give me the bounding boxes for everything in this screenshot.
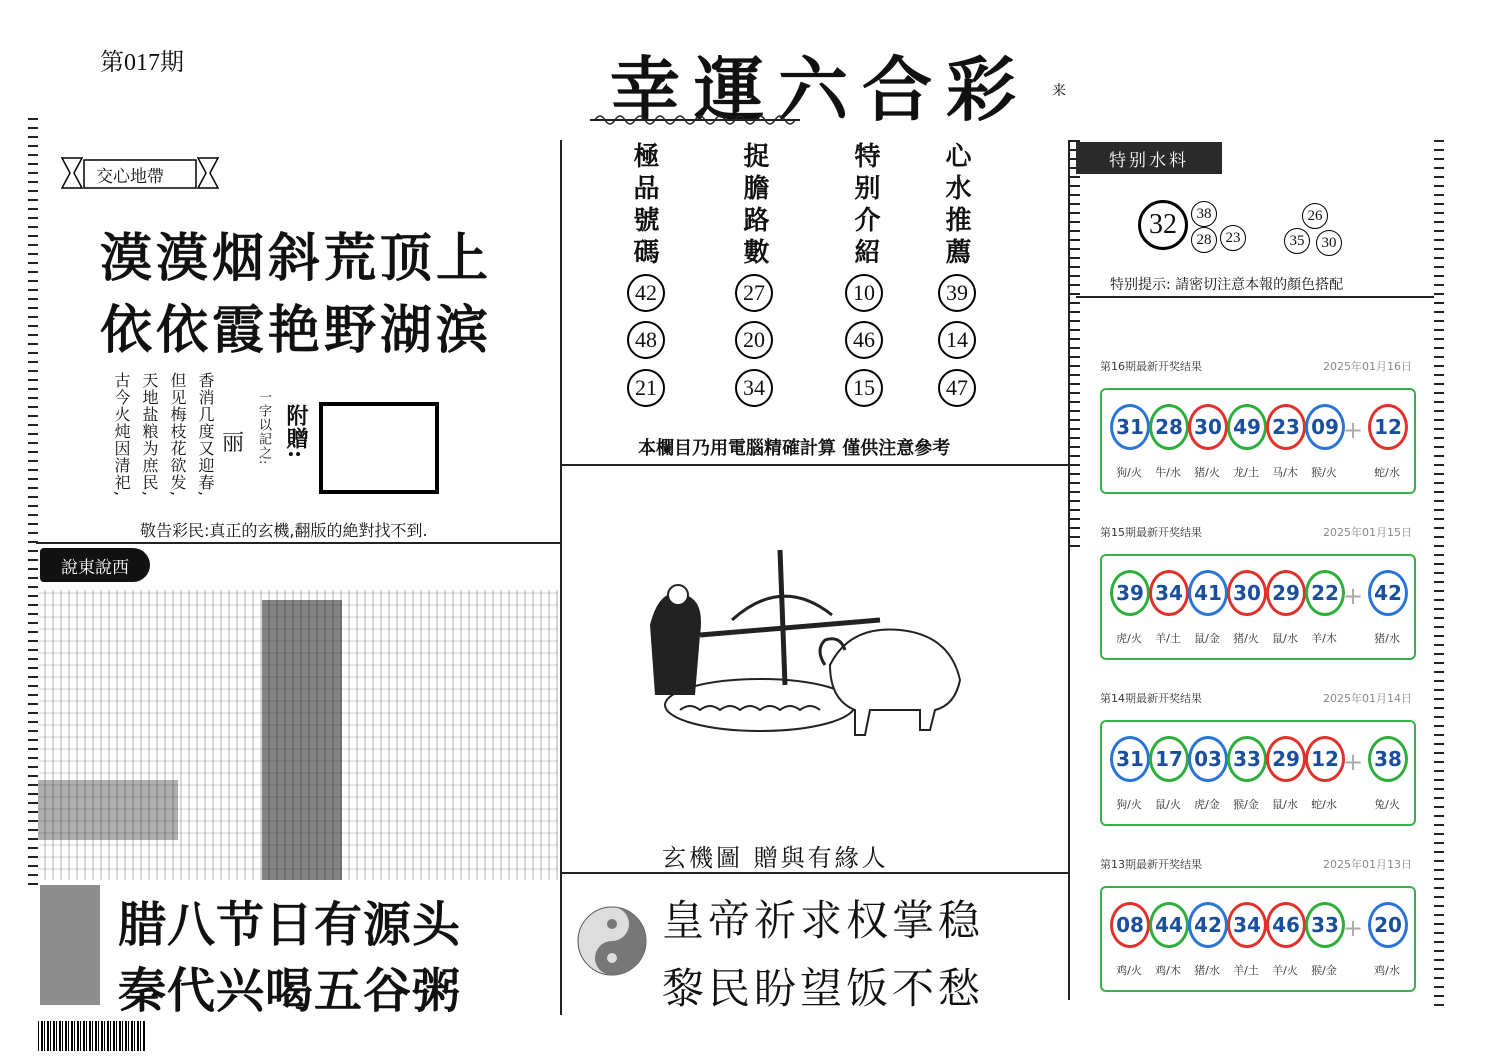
draw-ball: 12: [1305, 736, 1345, 782]
draw-box: [1100, 886, 1416, 992]
recommend-number: 20: [735, 321, 773, 359]
draw-zodiac: 龙/土: [1233, 466, 1259, 479]
draw-date: 2025年01月14日: [1323, 692, 1412, 705]
recommend-number: 48: [627, 321, 665, 359]
special-tag: 特别水料: [1076, 142, 1222, 174]
draw-ball: 34: [1149, 570, 1189, 616]
draw-date: 2025年01月15日: [1323, 526, 1412, 539]
special-number: 28: [1191, 227, 1217, 253]
draw-zodiac: 猴/火: [1311, 466, 1337, 479]
plus-icon: +: [1343, 748, 1364, 776]
verse-col: 但见梅枝花欲发,: [168, 372, 187, 498]
mid-right-border: [1070, 140, 1080, 550]
recommend-number: 10: [845, 274, 883, 312]
mystery-caption: 玄機圖 贈與有緣人: [662, 844, 889, 872]
barcode: [38, 1021, 146, 1051]
special-number: 30: [1316, 230, 1342, 256]
verse-col: 香消几度又迎春,: [196, 372, 215, 498]
title-mark: 来: [1052, 83, 1066, 99]
plus-icon: +: [1343, 582, 1364, 610]
draw-ball: 03: [1188, 736, 1228, 782]
blurred-article-dark: [40, 885, 100, 1005]
draw-ball: 22: [1305, 570, 1345, 616]
heart-zone-tag: 交心地帶: [96, 167, 164, 187]
draw-zodiac: 羊/木: [1311, 632, 1337, 645]
recommend-number: 39: [938, 274, 976, 312]
hint-char: 丽: [222, 431, 245, 456]
draw-title: 第13期最新开奖结果: [1100, 858, 1202, 871]
recommend-number: 46: [845, 321, 883, 359]
draw-zodiac: 羊/土: [1233, 964, 1259, 977]
plus-icon: +: [1343, 914, 1364, 942]
draw-box: [1100, 554, 1416, 660]
verse-col: 古今火炖因清祀,: [112, 372, 131, 498]
draw-ball: 31: [1110, 404, 1150, 450]
recommend-number: 42: [627, 274, 665, 312]
draw-ball: 33: [1227, 736, 1267, 782]
draw-special-ball: 12: [1368, 404, 1408, 450]
recommend-number: 27: [735, 274, 773, 312]
draw-zodiac: 马/木: [1272, 466, 1298, 479]
recommend-number: 14: [938, 321, 976, 359]
draw-ball: 41: [1188, 570, 1228, 616]
special-number: 35: [1284, 228, 1310, 254]
draw-zodiac: 猪/火: [1194, 466, 1220, 479]
draw-header: [1100, 856, 1412, 876]
special-main-number: 32: [1138, 200, 1188, 250]
draw-zodiac: 牛/水: [1155, 466, 1181, 479]
draw-special-zodiac: 兔/火: [1374, 798, 1400, 811]
left-border: [28, 118, 38, 888]
draw-zodiac: 猪/火: [1233, 632, 1259, 645]
recommend-footnote: 本欄目乃用電腦精確計算 僅供注意參考: [638, 438, 951, 459]
draw-zodiac: 猴/金: [1233, 798, 1259, 811]
draw-ball: 42: [1188, 902, 1228, 948]
draw-zodiac: 鼠/金: [1194, 632, 1220, 645]
draw-header: [1100, 358, 1412, 378]
draw-special-ball: 38: [1368, 736, 1408, 782]
hint-label: 一字以記之:: [256, 390, 271, 466]
draw-result-panel: [1090, 358, 1420, 518]
divider: [1068, 140, 1070, 1000]
draw-special-zodiac: 蛇/水: [1374, 466, 1400, 479]
draw-zodiac: 虎/火: [1116, 632, 1142, 645]
draw-zodiac: 蛇/水: [1311, 798, 1337, 811]
gift-label: 附贈:: [283, 404, 309, 460]
draw-ball: 29: [1266, 570, 1306, 616]
draw-zodiac: 狗/火: [1116, 798, 1142, 811]
mystery-poem-line-1: 皇帝祈求权掌稳: [662, 896, 985, 945]
blurred-article-dark: [262, 600, 342, 880]
draw-zodiac: 鸡/火: [1116, 964, 1142, 977]
verse-col: 天地盐粮为庶民,: [140, 372, 159, 498]
draw-zodiac: 虎/金: [1194, 798, 1220, 811]
draw-ball: 39: [1110, 570, 1150, 616]
draw-zodiac: 狗/火: [1116, 466, 1142, 479]
divider: [560, 464, 1070, 466]
mystery-poem-line-2: 黎民盼望饭不愁: [662, 964, 985, 1013]
poem-line-1: 漠漠烟斜荒顶上: [100, 228, 493, 289]
draw-ball: 31: [1110, 736, 1150, 782]
draw-ball: 30: [1227, 570, 1267, 616]
draw-special-ball: 20: [1368, 902, 1408, 948]
special-number: 23: [1220, 225, 1246, 251]
issue-number: 第017期: [100, 50, 184, 76]
draw-ball: 29: [1266, 736, 1306, 782]
blurred-article-dark: [38, 780, 178, 840]
draw-ball: 34: [1227, 902, 1267, 948]
right-border: [1434, 140, 1444, 1010]
recommend-col-head: 特别介紹: [850, 142, 880, 270]
gift-box: [319, 402, 439, 494]
special-number: 38: [1191, 201, 1217, 227]
draw-zodiac: 鼠/火: [1155, 798, 1181, 811]
draw-header: [1100, 524, 1412, 544]
say-east-west-tag: 說東說西: [40, 548, 150, 582]
draw-date: 2025年01月16日: [1323, 360, 1412, 373]
draw-zodiac: 鸡/木: [1155, 964, 1181, 977]
draw-zodiac: 猪/水: [1194, 964, 1220, 977]
notice-text: 敬告彩民:真正的玄機,翻版的絶對找不到.: [140, 521, 428, 540]
draw-title: 第15期最新开奖结果: [1100, 526, 1202, 539]
recommend-col-head: 捉膽路數: [739, 142, 769, 270]
bottom-poem-line-1: 腊八节日有源头: [118, 897, 462, 953]
draw-title: 第16期最新开奖结果: [1100, 360, 1202, 373]
draw-zodiac: 猴/金: [1311, 964, 1337, 977]
draw-special-zodiac: 鸡/水: [1374, 964, 1400, 977]
plus-icon: +: [1343, 416, 1364, 444]
draw-header: [1100, 690, 1412, 710]
draw-box: [1100, 388, 1416, 494]
draw-ball: 33: [1305, 902, 1345, 948]
recommend-col-head: 極品號碼: [629, 142, 659, 270]
draw-ball: 09: [1305, 404, 1345, 450]
poem-line-2: 依依霞艳野湖滨: [100, 300, 493, 361]
newspaper-title: 幸運六合彩: [610, 48, 1030, 131]
draw-title: 第14期最新开奖结果: [1100, 692, 1202, 705]
special-number: 26: [1302, 203, 1328, 229]
draw-zodiac: 羊/土: [1155, 632, 1181, 645]
draw-ball: 28: [1149, 404, 1189, 450]
draw-special-ball: 42: [1368, 570, 1408, 616]
draw-ball: 44: [1149, 902, 1189, 948]
recommend-number: 15: [845, 369, 883, 407]
divider: [36, 542, 560, 544]
draw-ball: 23: [1266, 404, 1306, 450]
draw-date: 2025年01月13日: [1323, 858, 1412, 871]
divider: [560, 140, 562, 1015]
divider: [1076, 296, 1434, 298]
draw-ball: 30: [1188, 404, 1228, 450]
title-ornament: [590, 112, 800, 128]
recommend-number: 34: [735, 369, 773, 407]
yin-yang-icon: [576, 905, 648, 977]
recommend-number: 21: [627, 369, 665, 407]
bottom-poem-line-2: 秦代兴喝五谷粥: [118, 963, 462, 1019]
draw-zodiac: 鼠/水: [1272, 632, 1298, 645]
draw-special-zodiac: 猪/水: [1374, 632, 1400, 645]
draw-result-panel: [1090, 690, 1420, 850]
draw-box: [1100, 720, 1416, 826]
draw-ball: 49: [1227, 404, 1267, 450]
draw-result-panel: [1090, 524, 1420, 684]
draw-result-panel: [1090, 856, 1420, 1016]
special-hint: 特别提示: 請密切注意本報的顏色搭配: [1110, 277, 1344, 293]
recommend-number: 47: [938, 369, 976, 407]
draw-ball: 08: [1110, 902, 1150, 948]
mystery-picture-illustration: [640, 545, 985, 745]
draw-ball: 46: [1266, 902, 1306, 948]
recommend-col-head: 心水推薦: [941, 142, 971, 270]
draw-zodiac: 羊/火: [1272, 964, 1298, 977]
draw-zodiac: 鼠/水: [1272, 798, 1298, 811]
draw-ball: 17: [1149, 736, 1189, 782]
